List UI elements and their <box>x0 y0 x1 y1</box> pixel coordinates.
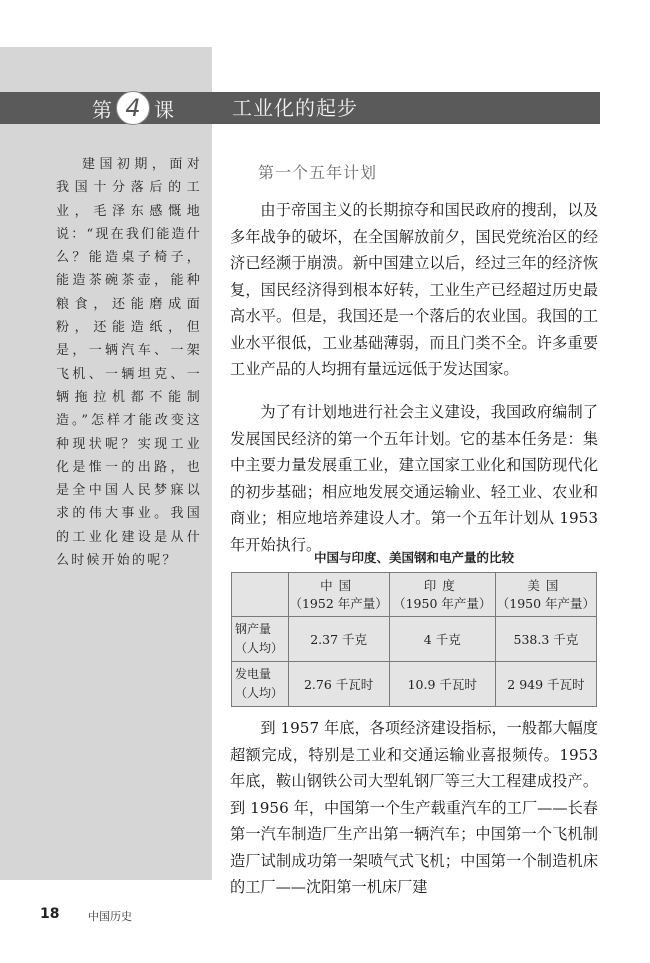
table-header-row <box>232 573 597 617</box>
table-corner-cell <box>232 573 289 617</box>
table-cell: 2.37 千克 <box>288 617 389 662</box>
paragraph-1 <box>230 197 598 383</box>
row-label: 钢产量 <box>235 622 272 636</box>
paragraph-2 <box>230 399 598 558</box>
table-cell: 4 千克 <box>389 617 495 662</box>
table-row <box>232 662 597 707</box>
column-name: 印度 <box>423 577 461 593</box>
column-name: 美国 <box>527 577 565 593</box>
page-number: 18 <box>40 906 60 922</box>
paragraph-text: 为了有计划地进行社会主义建设，我国政府编制了发展国民经济的第一个五年计划。它的基本任务是：集中主要力量发展重工业，建立国家工业化和国防现代化的初步基础；相应地发展交通运输业、轻工业、农业和商业；相应地培养建设人才。第一个五年计划从 1953 年开始执行。 <box>230 403 598 554</box>
table-caption: 中国与印度、美国钢和电产量的比较 <box>313 550 514 565</box>
lesson-title: 工业化的起步 <box>232 96 358 120</box>
table-cell: 2.76 千瓦时 <box>288 662 389 707</box>
row-label: 发电量 <box>235 667 272 681</box>
comparison-table <box>231 572 597 707</box>
column-subtitle: （1950 年产量） <box>496 595 596 611</box>
lesson-number-badge: 4 <box>116 91 150 125</box>
lesson-banner <box>0 92 600 124</box>
table-cell: 10.9 千瓦时 <box>389 662 495 707</box>
table-header-china <box>288 573 389 617</box>
row-label-cell <box>232 662 289 707</box>
row-label-sub: （人均） <box>235 641 284 655</box>
column-subtitle: （1950 年产量） <box>393 595 492 611</box>
paragraph-3 <box>230 715 598 901</box>
row-label-cell <box>232 617 289 662</box>
column-name: 中国 <box>320 577 358 593</box>
paragraph-text: 由于帝国主义的长期掠夺和国民政府的搜刮，以及多年战争的破坏，在全国解放前夕，国民党统治区的经济已经濒于崩溃。新中国建立以后，经过三年的经济恢复，国民经济得到根本好转，工业生产已经超过历史最高水平。但是，我国还是一个落后的农业国。我国的工业水平很低，工业基础薄弱，而且门类不全。许多重要工业产品的人均拥有量远远低于发达国家。 <box>230 201 598 378</box>
sidebar-intro-text: 建国初期，面对我国十分落后的工业，毛泽东感慨地说：“现在我们能造什么？能造桌子椅子，能造茶碗茶壶，能种粮食，还能磨成面粉，还能造纸，但是，一辆汽车、一架飞机、一辆坦克、一辆拖拉机都不能制造。”怎样才能改变这种现状呢？实现工业化是惟一的出路，也是全中国人民梦寐以求的伟大事业。我国的工业化建设是从什么时候开始的呢？ <box>56 157 202 569</box>
table-header-india <box>389 573 495 617</box>
row-label-sub: （人均） <box>235 686 284 700</box>
table-header-usa <box>495 573 596 617</box>
lesson-label <box>92 92 174 124</box>
table-cell: 538.3 千克 <box>495 617 596 662</box>
lesson-suffix: 课 <box>154 97 174 122</box>
section-heading: 第一个五年计划 <box>258 163 378 182</box>
paragraph-text: 到 1957 年底，各项经济建设指标，一般都大幅度超额完成，特别是工业和交通运输业喜报频传。1953 年底，鞍山钢铁公司大型轧钢厂等三大工程建成投产。到 1956 年，中国第一个生产载重汽车的工厂——长春第一汽车制造厂生产出第一辆汽车；中国第一个飞机制造厂试制成功第一架喷气式飞机；中国第一个制造机床的工厂——沈阳第一机床厂建 <box>230 719 598 896</box>
table-cell: 2 949 千瓦时 <box>495 662 596 707</box>
table-row <box>232 617 597 662</box>
book-title: 中国历史 <box>88 910 132 923</box>
lesson-prefix: 第 <box>92 97 112 122</box>
column-subtitle: （1952 年产量） <box>289 595 388 611</box>
